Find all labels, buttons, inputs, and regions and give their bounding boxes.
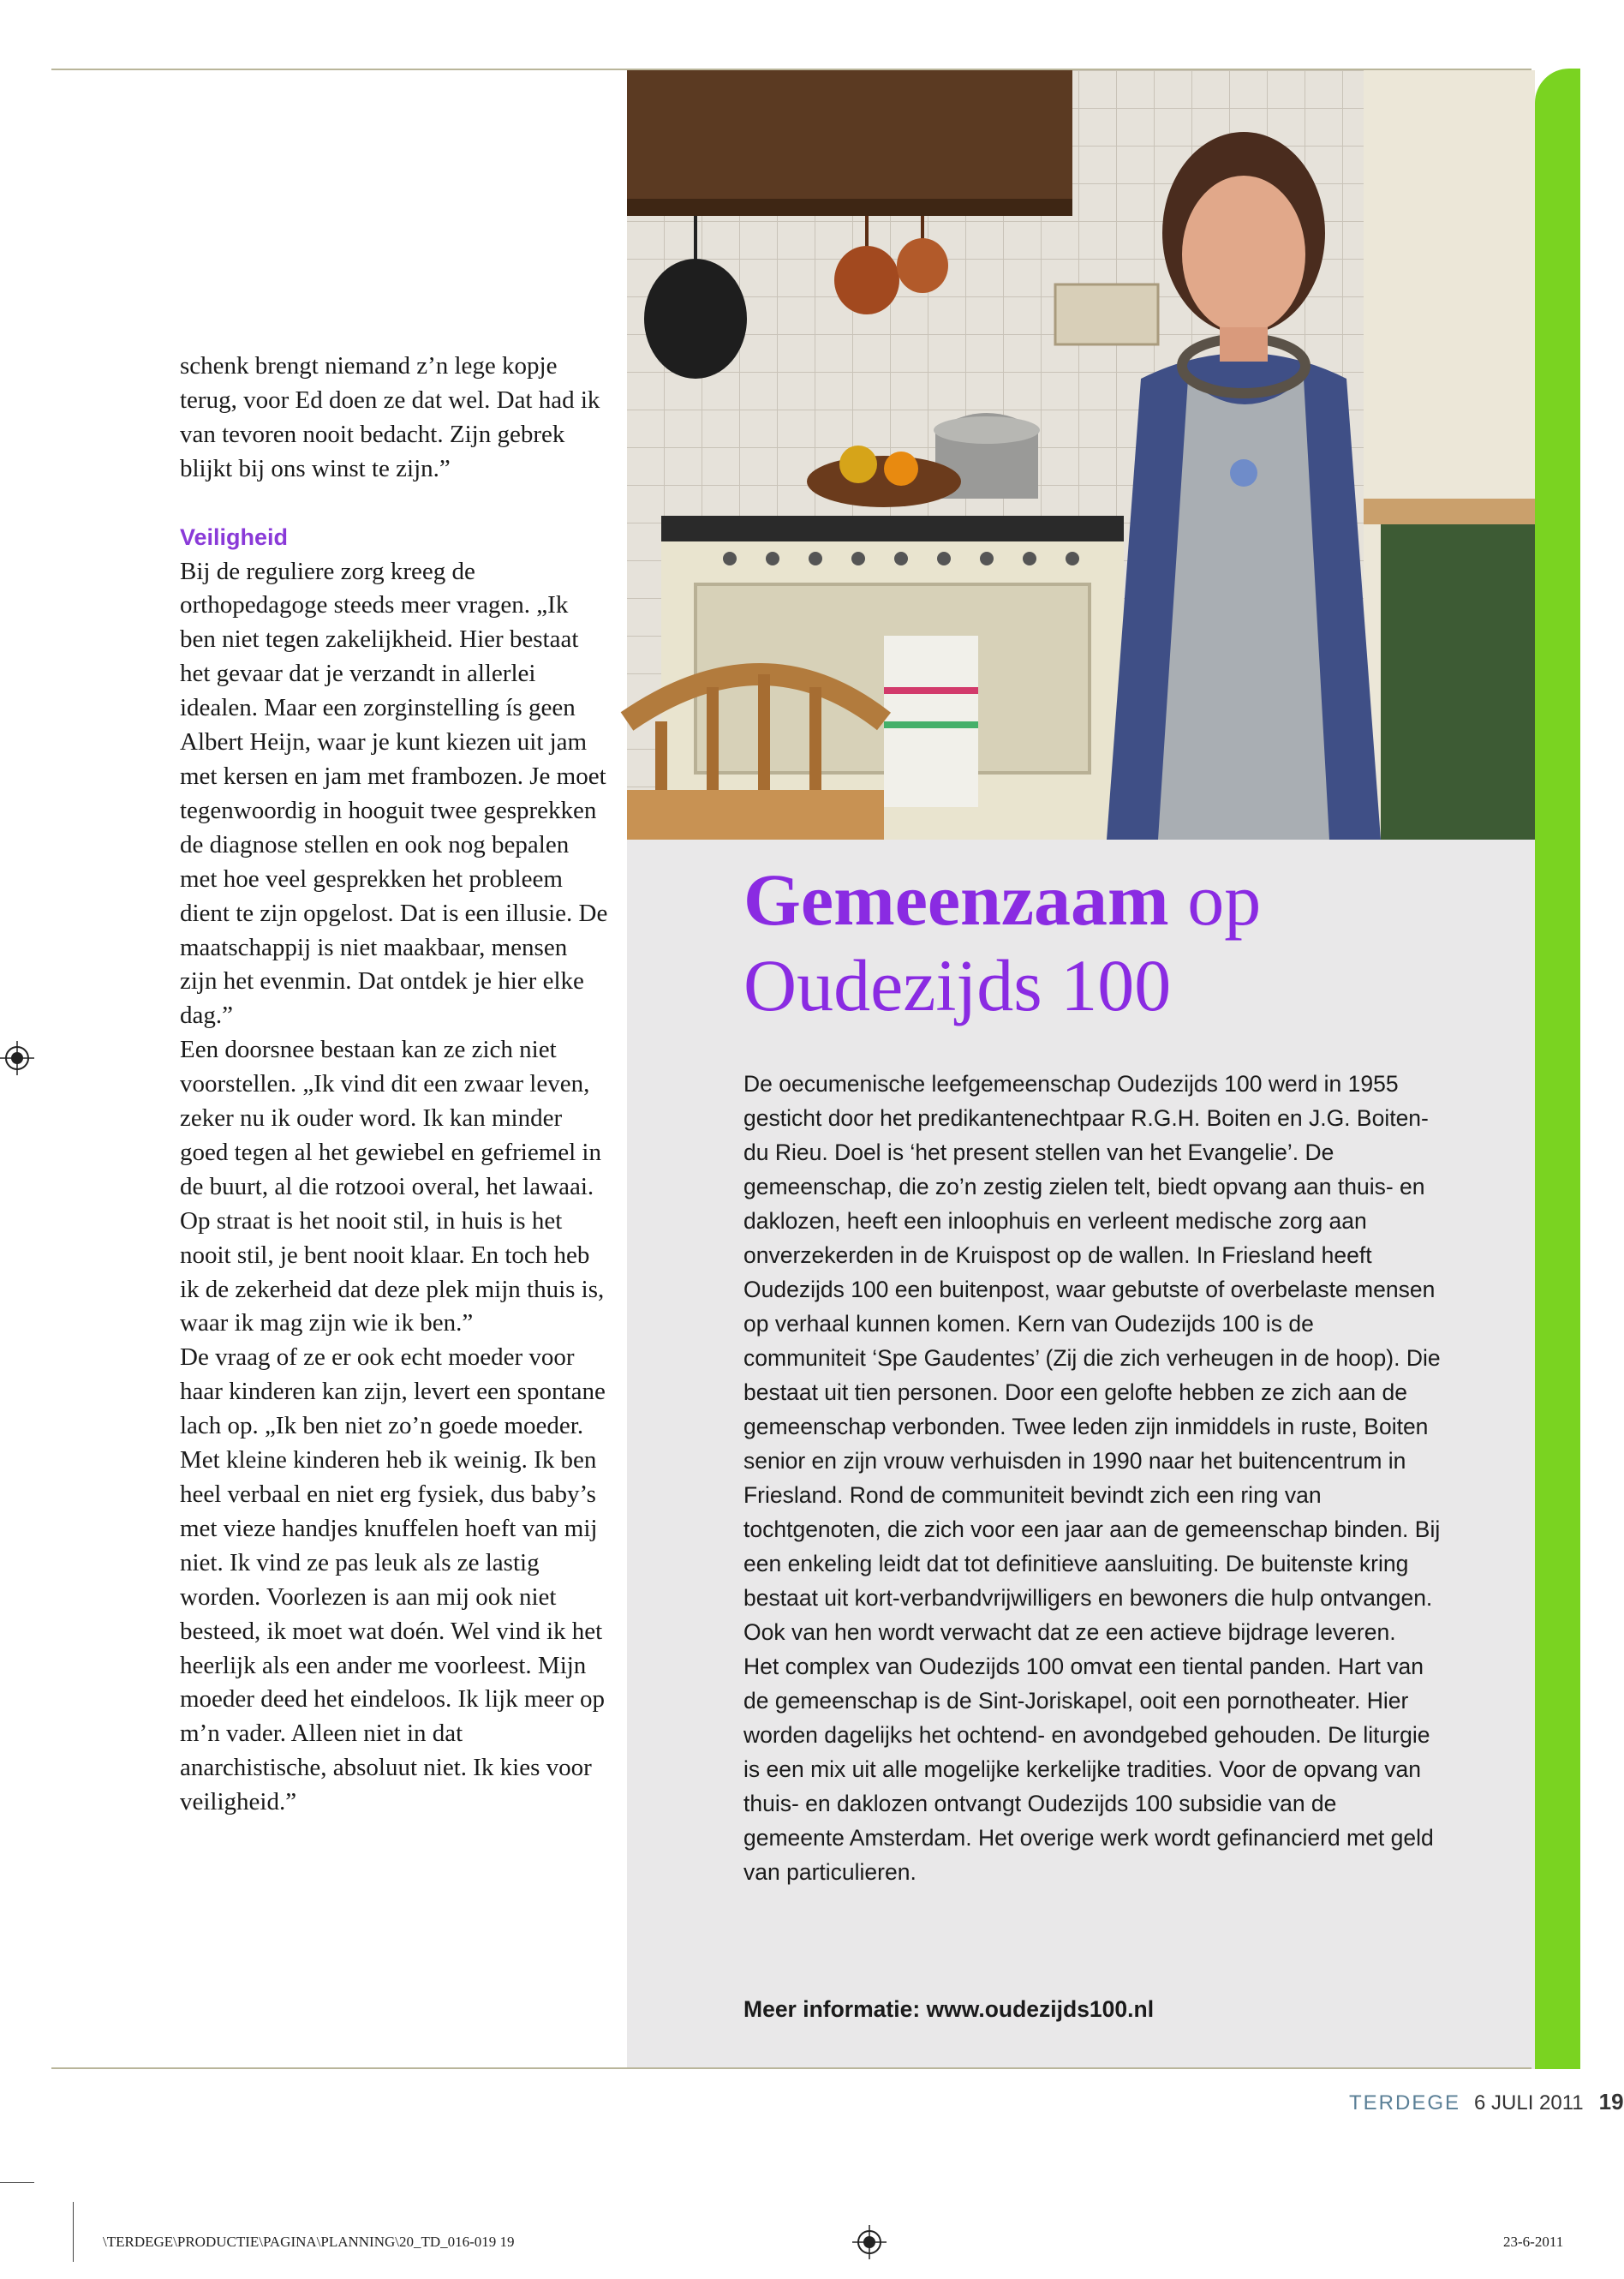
title-word: op [1187,858,1262,941]
title-line-2: Oudezijds 100 [743,944,1172,1026]
sidebar-title [743,857,1514,1028]
title-bold-word: Gemeenzaam [743,858,1169,941]
bottom-rule [51,2067,1531,2069]
crop-mark [73,2202,74,2262]
registration-mark-bottom [852,2225,887,2259]
article-paragraph: De vraag of ze er ook echt moeder voor haar kinderen kan zijn, levert een spontane lach op. „Ik ben niet zo’n goede moeder. Met kleine kinderen heb ik weinig. Ik ben heel verbaal en niet erg fysiek, dus baby’s met vieze handjes knuffelen hoeft van mij niet. Ik vind ze pas leuk als ze lastig worden. Voorlezen is aan mij ook niet besteed, ik moet wat doén. Wel vind ik het heerlijk als een ander me voorleest. Mijn moeder deed het eindeloos. Ik lijk meer op m’n vader. Alleen niet in dat anarchistische, absoluut niet. Ik kies voor veiligheid.” [180,1343,606,1816]
crop-mark [0,2182,34,2183]
section-subhead: Veiligheid [180,523,289,550]
green-edge-bar [1535,69,1580,2069]
sidebar-body [743,1067,1442,1889]
print-slug: \TERDEGE\PRODUCTIE\PAGINA\PLANNING\20_TD_016-019 19 [103,2234,515,2250]
sidebar-paragraph: Het complex van Oudezijds 100 omvat een tiental panden. Hart van de gemeenschap is de Sint-Joriskapel, ooit een pornotheater. Hier worden dagelijks het ochtend- en avondgebed gehouden. De liturgie is een mix uit alle mogelijke kerkelijke tradities. Voor de opvang van thuis- en daklozen ontvangt Oudezijds 100 subsidie van de gemeente Amsterdam. Het overige werk wordt gefinancierd met geld van particulieren. [743,1654,1434,1885]
issue-date: 6 JULI 2011 [1474,2091,1584,2115]
article-paragraph: Een doorsnee bestaan kan ze zich niet voorstellen. „Ik vind dit een zwaar leven, zeker nu ik ouder word. Ik kan minder goed tegen al het gewiebel en gefriemel in de buurt, al die rotzooi overal, het lawaai. Op straat is het nooit stil, in huis is het nooit stil, je bent nooit klaar. En toch heb ik de zekerheid dat deze plek mijn thuis is, waar ik mag zijn wie ik ben.” [180,1036,605,1337]
sidebar-paragraph: De oecumenische leefgemeenschap Oudezijds 100 werd in 1955 gesticht door het predikantenechtpaar R.G.H. Boiten en J.G. Boiten-du Rieu. Doel is ‘het present stellen van het Evangelie’. De gemeenschap, die zo’n zestig zielen telt, biedt opvang aan thuis- en daklozen, heeft een inloophuis en verleent medische zorg aan onverzekerden in de Kruispost op de wallen. In Friesland heeft Oudezijds 100 een buitenpost, waar gebutste of overbelaste mensen op verhaal kunnen komen. Kern van Oudezijds 100 is de communiteit ‘Spe Gaudentes’ (Zij die zich verheugen in de hoop). Die bestaat uit tien personen. Door een gelofte hebben ze zich aan de gemeenschap verbonden. Twee leden zijn inmiddels in ruste, Boiten senior en zijn vrouw verhuisden in 1990 naar het buitencentrum in Friesland. Rond de communiteit bevindt zich een ring van tochtgenoten, die zich voor een jaar aan de gemeenschap binden. Bij een enkeling leidt dat tot definitieve aansluiting. De buitenste kring bestaat uit kort-verbandvrijwilligers en bewoners die hulp ontvangen. Ook van hen wordt verwacht dat ze een actieve bijdrage leveren. [743,1071,1441,1645]
magazine-name: TERDEGE [1349,2091,1461,2115]
registration-mark-left [0,1041,34,1075]
kitchen-photo [627,70,1535,840]
article-paragraph: schenk brengt niemand z’n lege kopje terug, voor Ed doen ze dat wel. Dat had ik van tevoren nooit bedacht. Zijn gebrek blijkt bij ons winst te zijn.” [180,352,600,482]
print-slug-date: 23-6-2011 [1503,2234,1564,2250]
article-left-column [180,350,608,1820]
page-footer [1349,2089,1624,2116]
article-paragraph: Bij de reguliere zorg kreeg de orthopedagoge steeds meer vragen. „Ik ben niet tegen zakelijkheid. Hier bestaat het gevaar dat je verzandt in allerlei idealen. Maar een zorginstelling ís geen Albert Heijn, waar je kunt kiezen uit jam met kersen en jam met frambozen. Je moet tegenwoordig in hooguit twee gesprekken de diagnose stellen en ook nog bepalen met hoe veel gesprekken het probleem dient te zijn opgelost. Dat is een illusie. De maatschappij is niet maakbaar, mensen zijn het evenmin. Dat ontdek je hier elke dag.” [180,557,608,1030]
page-number: 19 [1598,2089,1624,2115]
more-info-link[interactable]: Meer informatie: www.oudezijds100.nl [743,1996,1155,2022]
